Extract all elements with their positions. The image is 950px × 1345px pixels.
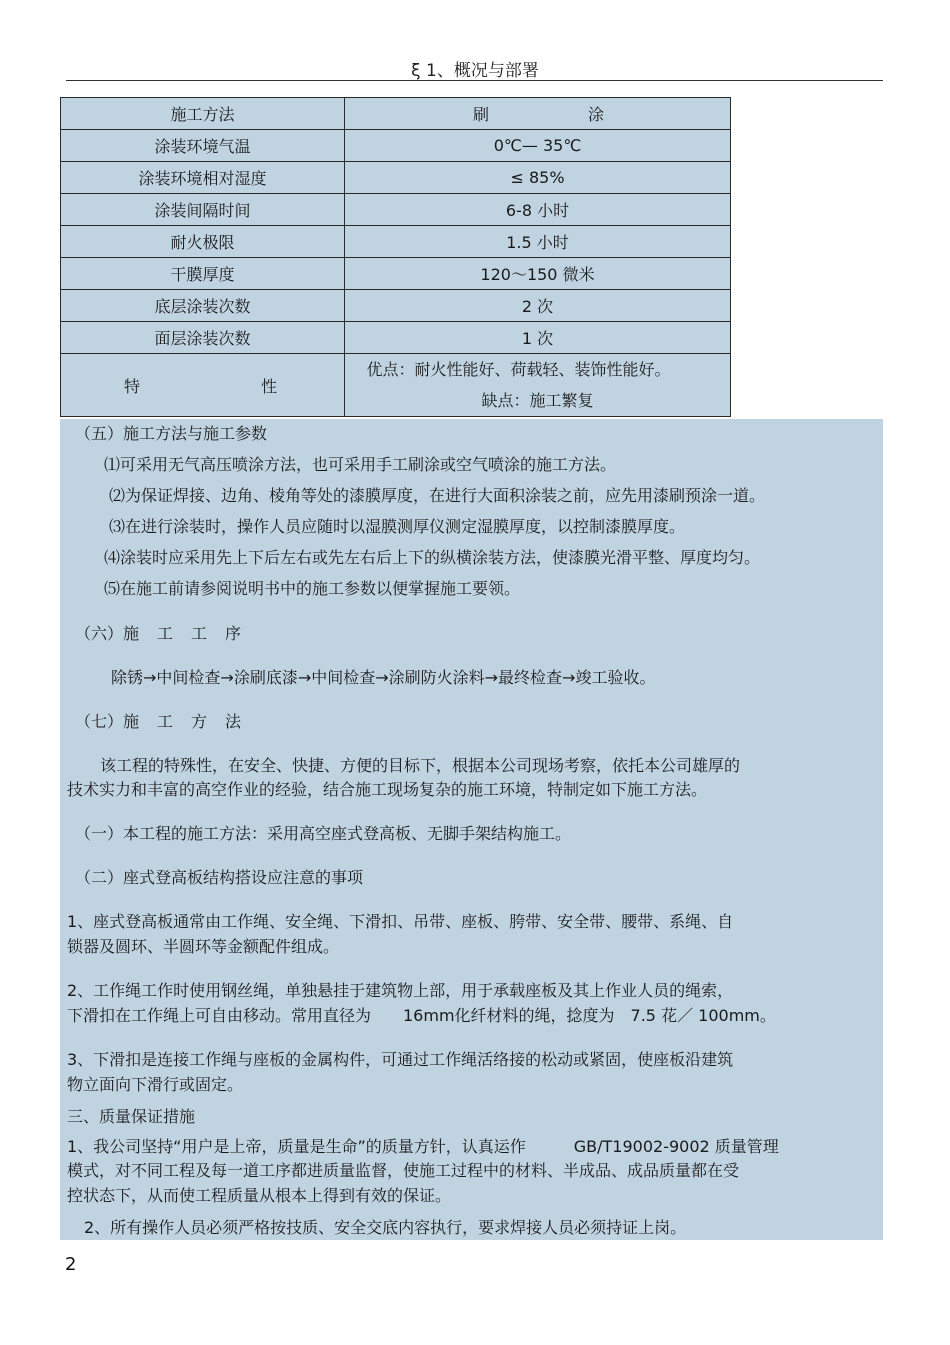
table-row <box>61 130 731 162</box>
parameter-name-cell <box>61 98 345 130</box>
parameter-value-cell <box>345 226 731 258</box>
parameter-value-cell <box>345 162 731 194</box>
parameter-value-text: 6-8 小时 <box>505 201 570 220</box>
table-row <box>61 162 731 194</box>
item-1-line-2: 锁器及圆环、半圆环等金额配件组成。 <box>67 937 340 956</box>
characteristics-label-part: 性 <box>260 376 277 396</box>
parameter-value-cell <box>345 98 731 130</box>
section-5-item-1: ⑴可采用无气高压喷涂方法，也可采用手工刷涂或空气喷涂的施工方法。 <box>104 455 617 474</box>
parameter-value-text: 2 次 <box>521 297 554 316</box>
parameter-name-cell <box>61 130 345 162</box>
parameter-value-cell <box>345 130 731 162</box>
parameter-value-part: 刷 <box>473 105 490 124</box>
parameter-value-text: 0℃— 35℃ <box>493 136 582 155</box>
parameter-value-spread <box>345 102 730 125</box>
coating-parameters-table <box>60 97 731 417</box>
parameter-name-text: 涂装环境相对湿度 <box>138 169 267 188</box>
section-6-title: 施工工序 <box>123 624 260 643</box>
header-rule <box>66 80 883 81</box>
parameter-name-text: 施工方法 <box>170 105 235 124</box>
parameter-name-text: 涂装环境气温 <box>154 137 251 156</box>
item-2-line-2: 下滑扣在工作绳上可自由移动。常用直径为 16mm化纤材料的绳，捻度为 7.5 花／ 100mm。 <box>67 1006 776 1025</box>
section-7-prefix: （七） <box>75 712 124 731</box>
disadvantages-text: 缺点：施工繁复 <box>481 391 594 410</box>
parameter-value-text: 1.5 小时 <box>506 233 569 252</box>
parameter-value-cell <box>345 322 731 354</box>
quality-section-title: 三、质量保证措施 <box>67 1107 196 1126</box>
quality-item-1-line-1: 1、我公司坚持“用户是上帝，质量是生命”的质量方针，认真运作 GB/T19002-9002 质量管理 <box>67 1137 779 1156</box>
section-7-paragraph-line-1: 该工程的特殊性，在安全、快捷、方便的目标下，根据本公司现场考察，依托本公司雄厚的 <box>100 756 741 775</box>
parameter-name-cell <box>61 290 345 322</box>
parameter-name-cell <box>61 322 345 354</box>
subsection-2: （二）座式登高板结构搭设应注意的事项 <box>75 868 364 887</box>
parameter-value-cell <box>345 258 731 290</box>
running-header: ξ 1、概况与部署 <box>411 61 539 81</box>
table-row <box>61 226 731 258</box>
parameter-value-part: 涂 <box>587 105 604 124</box>
table-row <box>61 290 731 322</box>
quality-item-1-line-3: 控状态下，从而使工程质量从根本上得到有效的保证。 <box>67 1186 452 1205</box>
item-1-line-1: 1、座式登高板通常由工作绳、安全绳、下滑扣、吊带、座板、胯带、安全带、腰带、系绳、自 <box>67 912 734 931</box>
characteristics-label-spread <box>61 374 344 397</box>
table-row-characteristics <box>61 354 731 417</box>
table-row <box>61 322 731 354</box>
characteristics-label-cell <box>61 354 345 417</box>
parameter-name-cell <box>61 194 345 226</box>
advantages-text: 优点：耐火性能好、荷载轻、装饰性能好。 <box>366 360 671 379</box>
parameter-name-cell <box>61 162 345 194</box>
section-7-heading <box>75 709 259 732</box>
section-5-title: （五）施工方法与施工参数 <box>75 424 268 443</box>
section-5-item-3: ⑶在进行涂装时，操作人员应随时以湿膜测厚仪测定湿膜厚度，以控制漆膜厚度。 <box>109 517 686 536</box>
item-3-line-1: 3、下滑扣是连接工作绳与座板的金属构件，可通过工作绳活络接的松动或紧固，使座板沿建筑 <box>67 1050 734 1069</box>
parameter-value-text: 1 次 <box>521 329 554 348</box>
parameter-name-cell <box>61 258 345 290</box>
section-5-item-4: ⑷涂装时应采用先上下后左右或先左右后上下的纵横涂装方法，使漆膜光滑平整、厚度均匀。 <box>104 548 761 567</box>
process-flow: 除锈→中间检查→涂刷底漆→中间检查→涂刷防火涂料→最终检查→竣工验收。 <box>111 668 656 687</box>
subsection-1: （一）本工程的施工方法：采用高空座式登高板、无脚手架结构施工。 <box>75 824 572 843</box>
parameter-value-cell <box>345 194 731 226</box>
section-7-paragraph-line-2: 技术实力和丰富的高空作业的经验，结合施工现场复杂的施工环境，特制定如下施工方法。 <box>67 780 708 799</box>
parameter-name-text: 底层涂装次数 <box>154 297 251 316</box>
table-row <box>61 98 731 130</box>
section-5-item-5: ⑸在施工前请参阅说明书中的施工参数以便掌握施工要领。 <box>104 579 521 598</box>
parameter-value-text: ≤ 85% <box>510 168 565 187</box>
parameter-value-text: 120～150 微米 <box>480 265 595 284</box>
parameter-name-text: 耐火极限 <box>170 233 235 252</box>
section-6-prefix: （六） <box>75 624 124 643</box>
item-2-line-1: 2、工作绳工作时使用钢丝绳，单独悬挂于建筑物上部，用于承载座板及其上作业人员的绳索， <box>67 981 734 1000</box>
table-row <box>61 194 731 226</box>
parameter-name-text: 面层涂装次数 <box>154 329 251 348</box>
section-5-item-2: ⑵为保证焊接、边角、棱角等处的漆膜厚度，在进行大面积涂装之前，应先用漆刷预涂一道。 <box>109 486 766 505</box>
characteristics-value-cell <box>345 354 731 417</box>
parameter-value-cell <box>345 290 731 322</box>
section-7-title: 施工方法 <box>123 712 260 731</box>
quality-item-1-line-2: 模式，对不同工程及每一道工序都进质量监督，使施工过程中的材料、半成品、成品质量都在受 <box>67 1161 740 1180</box>
page-number: 2 <box>65 1254 77 1275</box>
parameter-name-text: 涂装间隔时间 <box>154 201 251 220</box>
table-row <box>61 258 731 290</box>
characteristics-label-part: 特 <box>124 376 141 396</box>
parameter-name-text: 干膜厚度 <box>170 265 235 284</box>
parameter-name-cell <box>61 226 345 258</box>
quality-item-2: 2、所有操作人员必须严格按技质、安全交底内容执行，要求焊接人员必须持证上岗。 <box>84 1218 687 1237</box>
section-6-heading <box>75 621 259 644</box>
item-3-line-2: 物立面向下滑行或固定。 <box>67 1075 244 1094</box>
